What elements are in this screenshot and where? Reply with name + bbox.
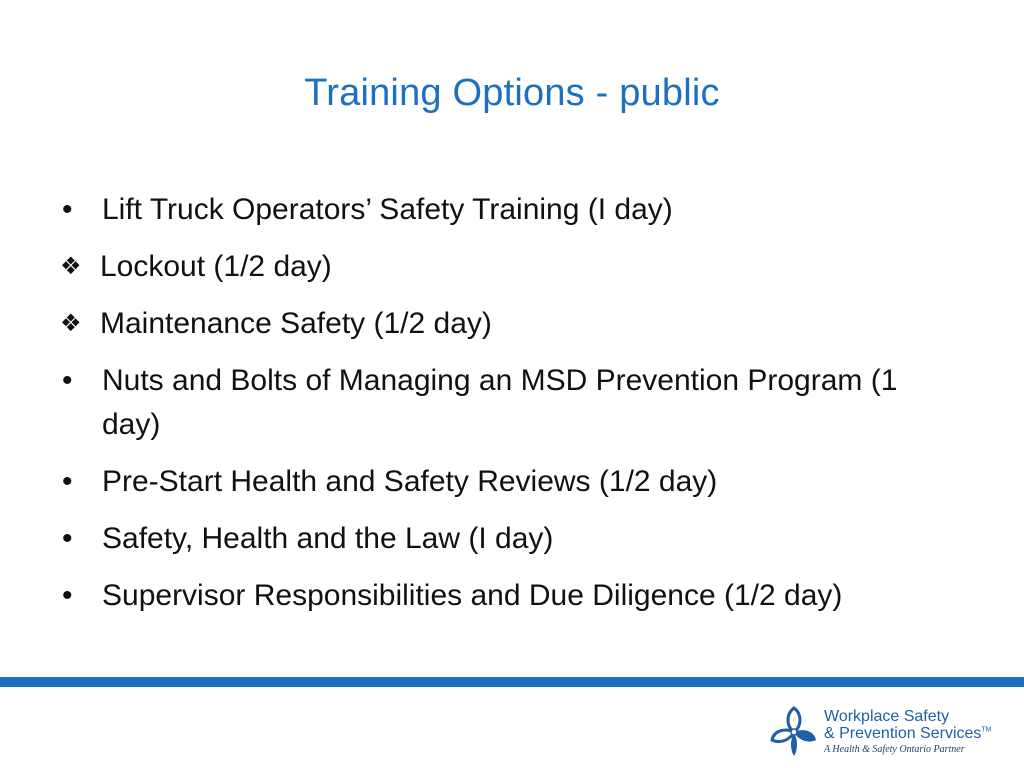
- wsps-logo-icon: [768, 704, 820, 760]
- list-item-text: Supervisor Responsibilities and Due Diligence (1/2 day): [102, 579, 843, 612]
- list-item-text: Lockout (1/2 day): [100, 250, 332, 283]
- logo-tagline: A Health & Safety Ontario Partner: [824, 743, 965, 755]
- list-item: [60, 245, 940, 289]
- list-item-text: Lift Truck Operators’ Safety Training (I day): [102, 193, 673, 226]
- list-item: [60, 574, 940, 618]
- bullet-dot-icon: •: [62, 579, 73, 612]
- list-item: [60, 517, 940, 561]
- bullet-dot-icon: •: [62, 465, 73, 498]
- diamond-bullet-icon: ❖: [60, 310, 80, 337]
- bullet-list: [60, 188, 940, 631]
- wsps-logo: [768, 700, 1008, 764]
- logo-line-2: [824, 726, 992, 743]
- list-item-text: Safety, Health and the Law (I day): [102, 522, 554, 555]
- diamond-bullet-icon: ❖: [60, 253, 80, 280]
- bullet-dot-icon: •: [62, 193, 73, 226]
- list-item: [60, 359, 940, 447]
- list-item: [60, 188, 940, 232]
- logo-line-1: Workplace Safety: [824, 707, 950, 725]
- trademark-symbol: TM: [981, 726, 992, 734]
- logo-wordmark: [824, 709, 992, 755]
- list-item-text: Nuts and Bolts of Managing an MSD Prevention Program (1 day): [102, 364, 898, 441]
- list-item-text: Pre-Start Health and Safety Reviews (1/2 day): [102, 465, 718, 498]
- slide-title: Training Options - public: [304, 72, 720, 114]
- bullet-dot-icon: •: [62, 522, 73, 555]
- footer-divider-bar: [0, 677, 1024, 687]
- bullet-dot-icon: •: [62, 364, 73, 397]
- list-item-text: Maintenance Safety (1/2 day): [100, 307, 492, 340]
- logo-line-2-text: & Prevention Services: [824, 724, 982, 742]
- list-item: [60, 460, 940, 504]
- list-item: [60, 302, 940, 346]
